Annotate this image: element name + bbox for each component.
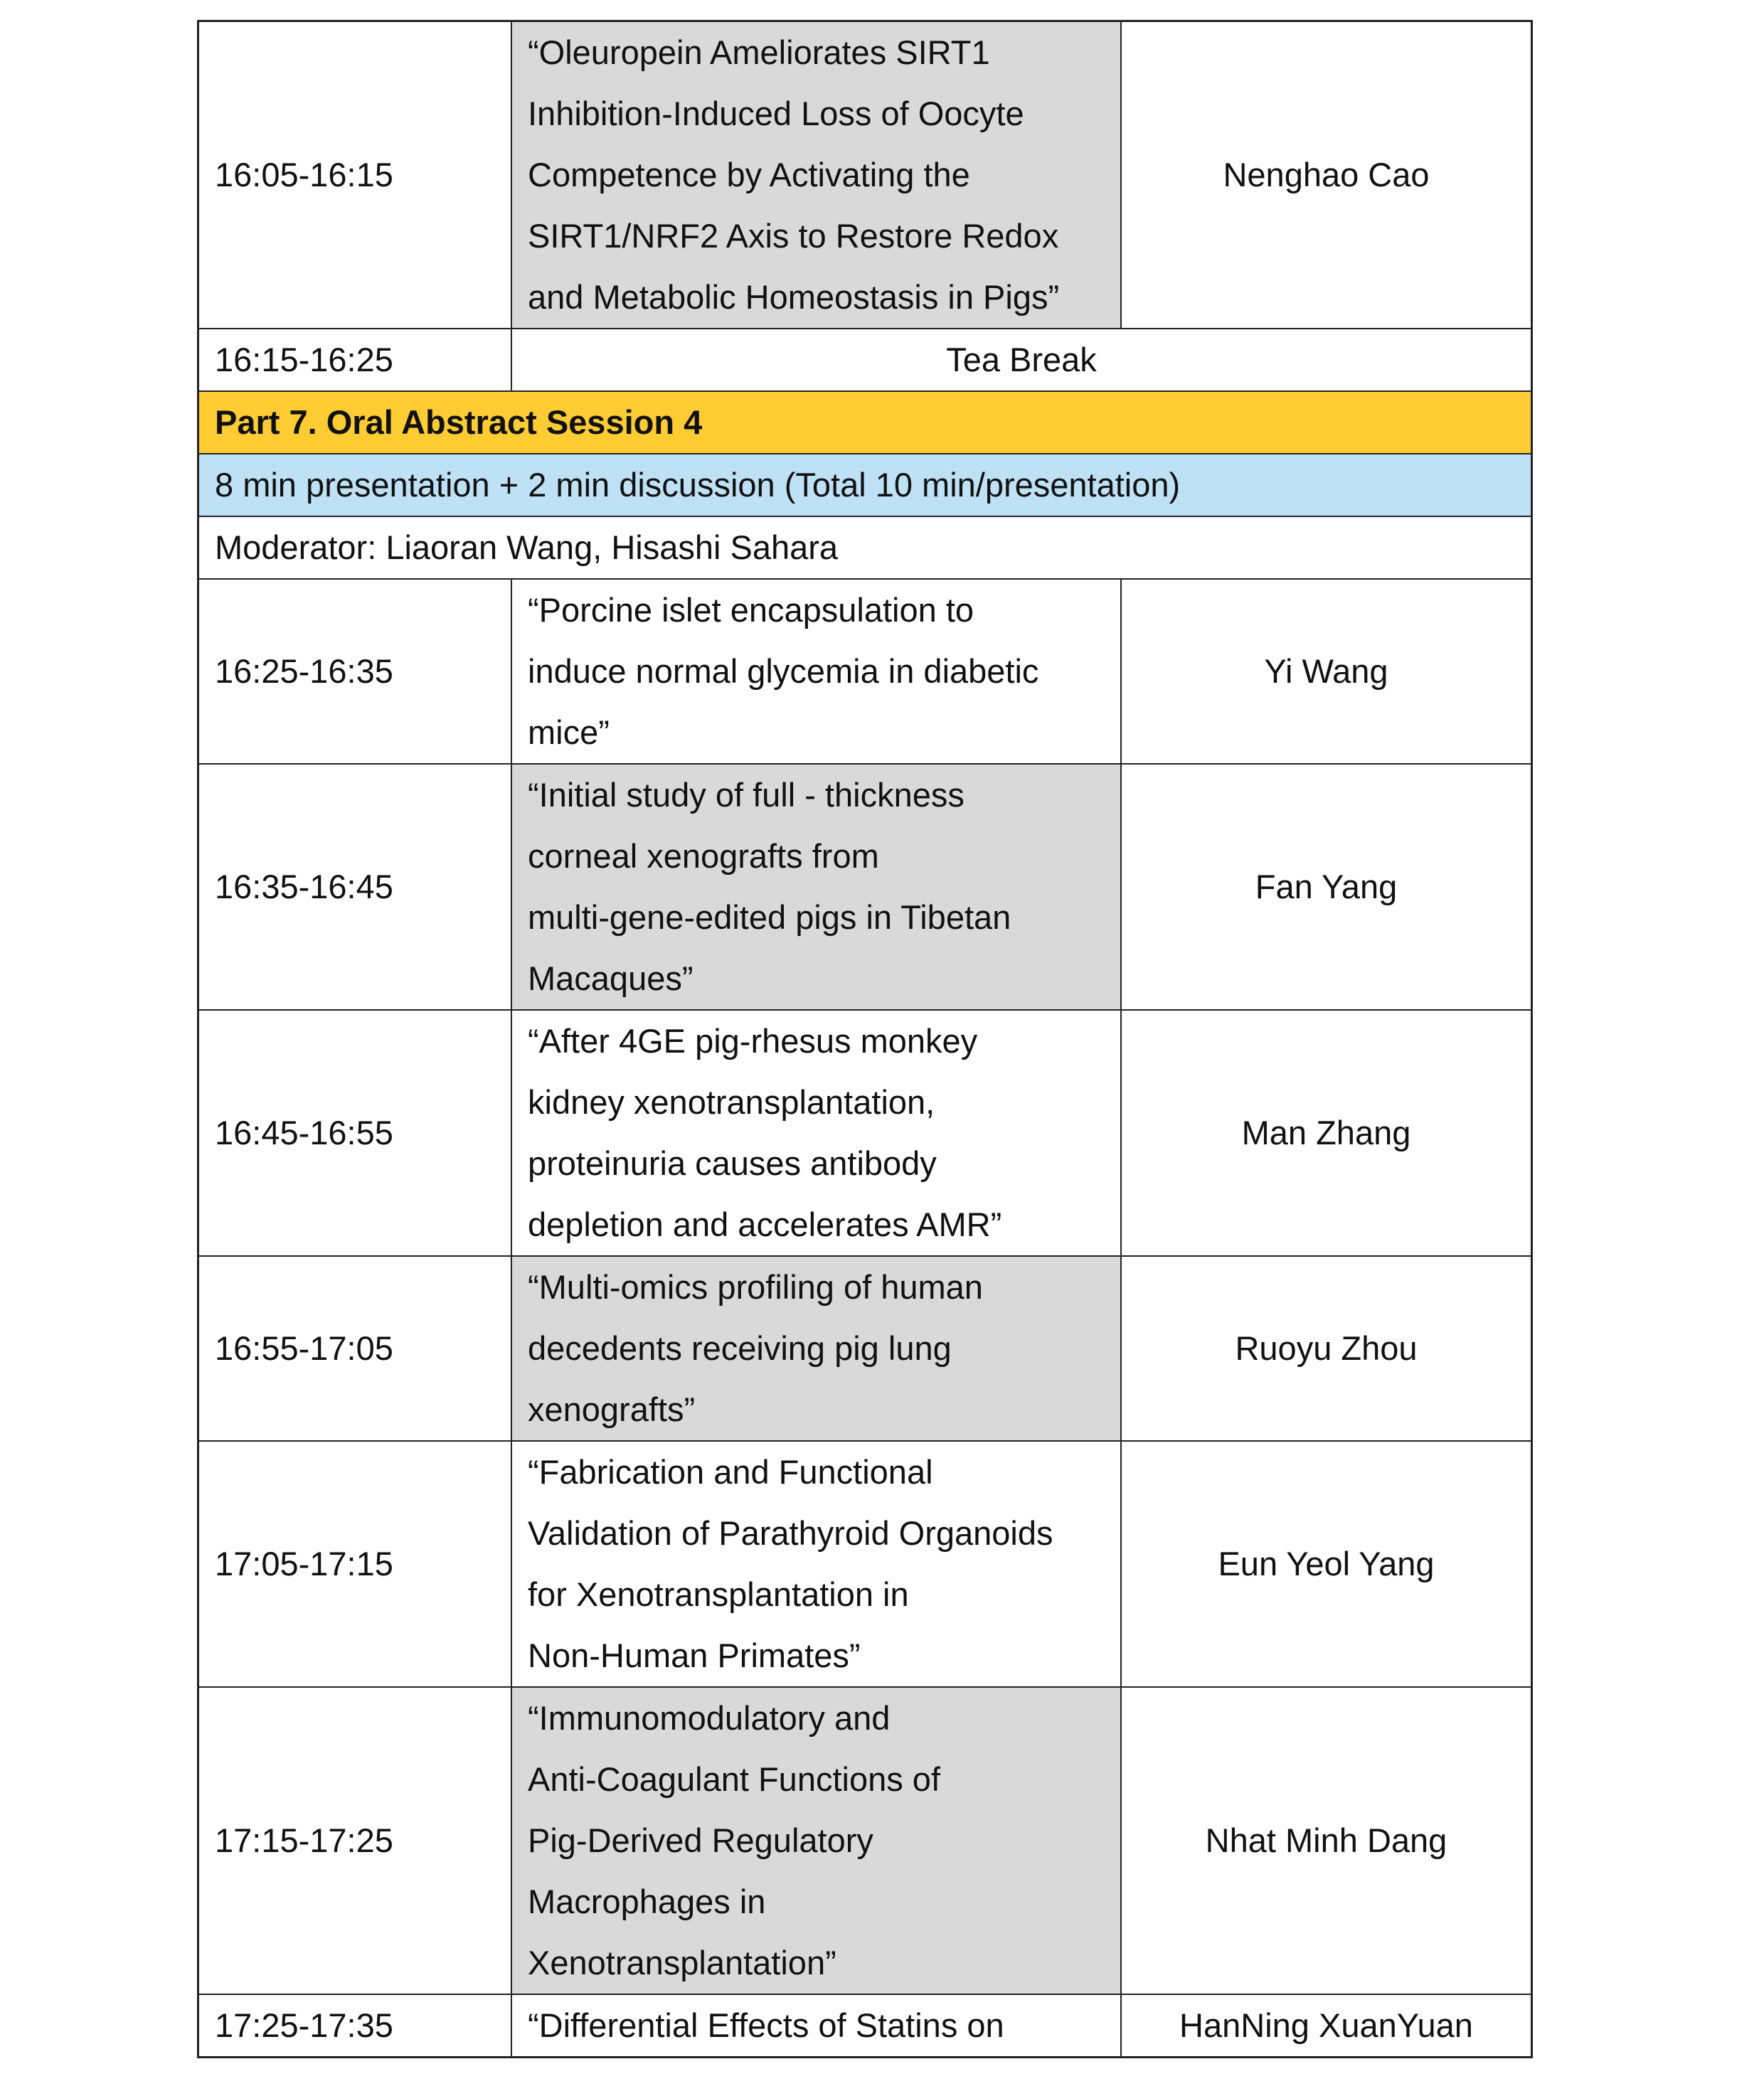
title-line: Non-Human Primates”: [528, 1637, 861, 1674]
time-cell: 17:15-17:25: [199, 1688, 512, 1994]
speaker-cell: Ruoyu Zhou: [1235, 1329, 1418, 1367]
time-cell: 16:05-16:15: [199, 22, 512, 328]
session-format-row: [199, 454, 1531, 517]
tea-break-row: [199, 329, 1531, 392]
talk-title: [512, 1011, 1122, 1255]
title-line: for Xenotransplantation in: [528, 1575, 909, 1613]
title-line: mice”: [528, 713, 610, 751]
time-cell: 16:15-16:25: [199, 329, 512, 390]
schedule-table: [197, 20, 1533, 2058]
speaker-cell: Nhat Minh Dang: [1205, 1821, 1447, 1859]
speaker-cell: HanNing XuanYuan: [1179, 2006, 1473, 2044]
moderator-row: [199, 517, 1531, 580]
time-cell: 16:35-16:45: [199, 765, 512, 1009]
table-row: [199, 580, 1531, 765]
title-line: induce normal glycemia in diabetic: [528, 652, 1039, 690]
title-line: Validation of Parathyroid Organoids: [528, 1514, 1053, 1552]
talk-title: [512, 1257, 1122, 1440]
moderator: Moderator: Liaoran Wang, Hisashi Sahara: [215, 528, 839, 566]
speaker-cell: Yi Wang: [1264, 652, 1388, 690]
title-line: SIRT1/NRF2 Axis to Restore Redox: [528, 217, 1059, 255]
title-line: corneal xenografts from: [528, 837, 879, 875]
title-line: Macrophages in: [528, 1883, 766, 1920]
table-row: [199, 1442, 1531, 1688]
table-row: [199, 1257, 1531, 1442]
title-line: “Porcine islet encapsulation to: [528, 591, 974, 629]
table-row: [199, 1995, 1531, 2056]
table-row: [199, 1011, 1531, 1257]
title-line: Anti-Coagulant Functions of: [528, 1760, 940, 1798]
talk-title: [512, 1688, 1122, 1994]
talk-title: [512, 765, 1122, 1009]
speaker-cell: Man Zhang: [1241, 1114, 1411, 1151]
title-line: Competence by Activating the: [528, 156, 970, 193]
title-line: “After 4GE pig-rhesus monkey: [528, 1022, 978, 1060]
title-line: xenografts”: [528, 1390, 696, 1428]
talk-title: [512, 1442, 1122, 1686]
title-line: Pig-Derived Regulatory: [528, 1821, 873, 1859]
table-row: [199, 765, 1531, 1011]
title-line: Inhibition-Induced Loss of Oocyte: [528, 95, 1024, 132]
title-line: multi-gene-edited pigs in Tibetan: [528, 898, 1011, 936]
time-cell: 17:25-17:35: [199, 1995, 512, 2056]
session-title-row: [199, 392, 1531, 454]
title-line: “Fabrication and Functional: [528, 1453, 933, 1491]
title-line: “Initial study of full ‑ thickness: [528, 776, 965, 814]
session-title: Part 7. Oral Abstract Session 4: [215, 403, 703, 441]
title-line: depletion and accelerates AMR”: [528, 1206, 1002, 1243]
title-line: Xenotransplantation”: [528, 1944, 836, 1981]
talk-title: [512, 1995, 1122, 2056]
tea-break-label: Tea Break: [946, 341, 1097, 378]
session-format: 8 min presentation + 2 min discussion (Total 10 min/presentation): [215, 466, 1181, 504]
speaker-cell: Nenghao Cao: [1223, 156, 1430, 193]
table-row: [199, 1688, 1531, 1995]
talk-title: [512, 22, 1122, 328]
title-line: and Metabolic Homeostasis in Pigs”: [528, 278, 1060, 316]
speaker-cell: Fan Yang: [1255, 868, 1398, 905]
title-line: proteinuria causes antibody: [528, 1144, 937, 1182]
title-line: decedents receiving pig lung: [528, 1329, 952, 1367]
table-row: [199, 22, 1531, 329]
time-cell: 17:05-17:15: [199, 1442, 512, 1686]
talk-title: [512, 580, 1122, 763]
title-line: “Multi-omics profiling of human: [528, 1268, 983, 1306]
title-line: “Immunomodulatory and: [528, 1699, 891, 1737]
time-cell: 16:25-16:35: [199, 580, 512, 763]
title-line: kidney xenotransplantation,: [528, 1083, 935, 1121]
title-line: Macaques”: [528, 959, 694, 997]
speaker-cell: Eun Yeol Yang: [1218, 1545, 1435, 1582]
title-line: “Differential Effects of Statins on: [528, 2006, 1004, 2044]
title-line: “Oleuropein Ameliorates SIRT1: [528, 33, 990, 71]
time-cell: 16:45-16:55: [199, 1011, 512, 1255]
time-cell: 16:55-17:05: [199, 1257, 512, 1440]
